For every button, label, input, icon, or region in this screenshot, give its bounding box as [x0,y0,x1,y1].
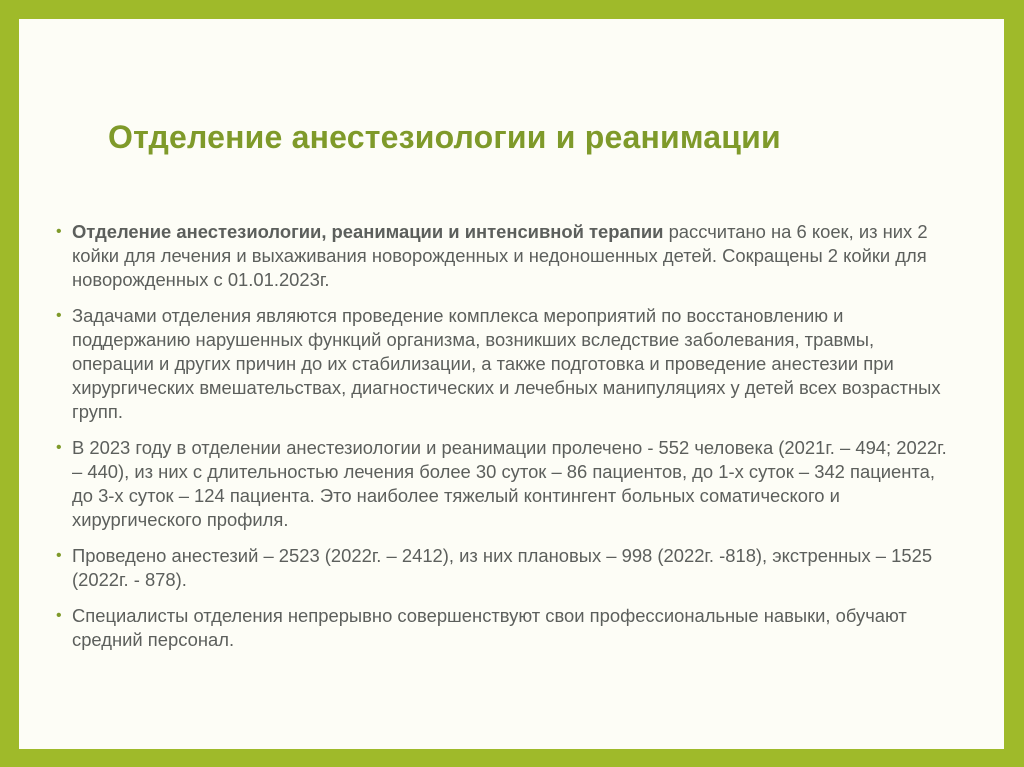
bullet-text: Специалисты отделения непрерывно совершенствуют свои профессиональные навыки, обучают средний персонал. [72,605,907,650]
bullet-list [56,220,956,664]
bullet-item-beds [56,220,956,292]
bullet-item-anesthesia-count [56,544,956,592]
bullet-text: В 2023 году в отделении анестезиологии и реанимации пролечено - 552 человека (2021г. – 494; 2022г. – 440), из них с длительностью лечения более 30 суток – 86 пациентов, до 1-х суток – 342 пациента, до 3-х суток – 124 пациента. Это наиболее тяжелый контингент больных соматического и хирургического профиля. [72,437,947,530]
bullet-text: рассчитано на 6 коек, из них 2 койки для лечения и выхаживания новорожденных и недоношенных детей. Сокращены 2 койки для новорожденных с 01.01.2023г. [72,221,928,290]
bullet-text: Задачами отделения являются проведение комплекса мероприятий по восстановлению и поддержанию нарушенных функций организма, возникших вследствие заболевания, травмы, операции и других причин до их стабилизации, а также подготовка и проведение анестезии при хирургических вмешательствах, диагностических и лечебных манипуляциях у детей всех возрастных групп. [72,305,941,422]
bullet-item-staff [56,604,956,652]
bullet-dot-icon: • [56,547,62,564]
slide-content [19,19,1004,749]
bullet-item-patients-2023 [56,436,956,532]
bullet-bold-lead: Отделение анестезиологии, реанимации и интенсивной терапии [72,221,664,242]
bullet-dot-icon: • [56,223,62,240]
bullet-dot-icon: • [56,607,62,624]
bullet-text: Проведено анестезий – 2523 (2022г. – 2412), из них плановых – 998 (2022г. -818), экстренных – 1525 (2022г. - 878). [72,545,933,590]
bullet-dot-icon: • [56,307,62,324]
slide-title: Отделение анестезиологии и реанимации [108,119,781,155]
bullet-dot-icon: • [56,439,62,456]
bullet-item-tasks [56,304,956,424]
